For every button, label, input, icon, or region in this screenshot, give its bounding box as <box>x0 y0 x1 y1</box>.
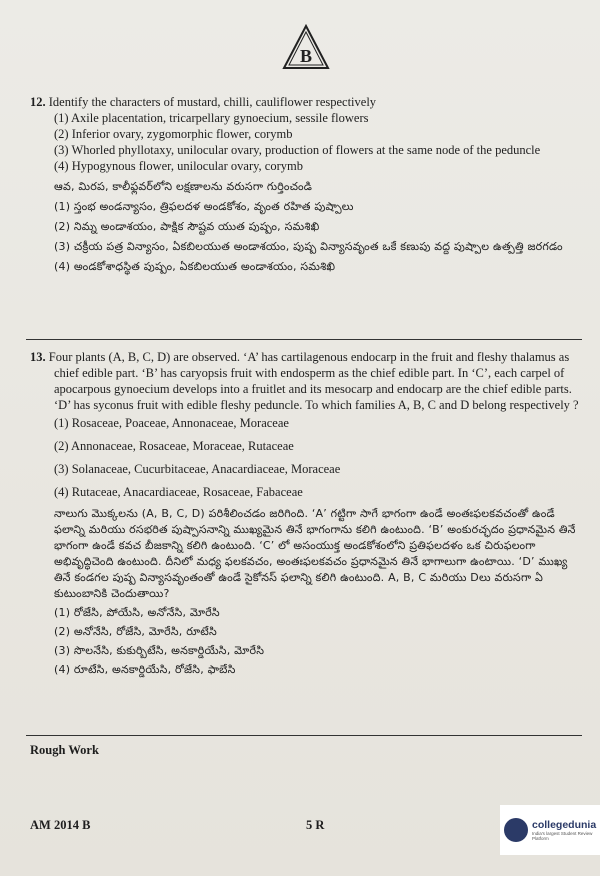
telugu-option-3: (3) చక్రీయ పత్ర విన్యాసం, ఏకబిలయుత అండాశయం, పుష్ప విన్యాసవృంత ఒకే కణుపు వద్ద పుష్పాల ఉత్పత్తి జరగడం <box>54 240 563 253</box>
option-3: (3) Whorled phyllotaxy, unilocular ovary, production of flowers at the same node of the peduncle <box>54 143 541 157</box>
question-text: Identify the characters of mustard, chilli, cauliflower respectively <box>48 95 377 109</box>
question-12 <box>30 94 585 275</box>
question-divider <box>26 339 582 340</box>
telugu-question-text: ఆవ, మిరప, కాలీఫ్లవర్‌లోని లక్షణాలను వరుసగా గుర్తించండి <box>54 180 313 193</box>
option-4: (4) Rutaceae, Anacardiaceae, Rosaceae, Fabaceae <box>54 485 303 499</box>
telugu-option-4: (4) అండకోశాధస్థిత పుష్పం, ఏకబిలయుత అండాశయం, సమశిఖి <box>54 260 336 273</box>
question-number: 13. <box>30 350 46 364</box>
paper-set-badge <box>282 24 330 70</box>
telugu-question-text: నాలుగు మొక్కలను (A, B, C, D) పరిశీలించడం జరిగింది. ‘A’ గట్టిగా సాగే భాగంగా ఉండే అంతఃఫలకవచంతో ఉండే ఫలాన్ని మరియు రసభరిత పుష్పాసనాన్ని ముఖ్యమైన తినే భాగంగాను కలిగి ఉంటుంది. ‘B’ అంకురచ్ఛదం ప్రధానమైన తినే భాగంగా ఉండే కవచ బీజకాన్ని కలిగి ఉంటుంది. ‘C’ లో అసంయుక్త అండకోశంలోని ప్రతిఫలదళం ఒక చిరుఫలంగా అభివృద్ధిచెంది ఉంటుంది. దీనిలో మధ్య ఫలకవచం, అంతఃఫలకవచం ప్రధానమైన తినే భాగాలుగా ఉంటాయి. ‘D’ ముఖ్య తినే కండగల పుష్ప విన్యాసవృంతంతో ఉండే సైకోనస్ ఫలాన్ని కలిగి ఉంటుంది. A, B, C మరియు Dలు వరుసగా ఏ కుటుంబానికి చెందుతాయి? <box>54 507 576 600</box>
rough-work-label: Rough Work <box>30 743 99 757</box>
watermark-tagline: India's largest Student Review Platform <box>532 831 593 841</box>
telugu-option-1: (1) స్తంభ అండన్యాసం, త్రిఫలదళ అండకోశం, వృంత రహిత పుష్పాలు <box>54 200 354 213</box>
option-4: (4) Hypogynous flower, unilocular ovary, corymb <box>54 159 303 173</box>
collegedunia-watermark <box>500 805 600 855</box>
telugu-option-2: (2) నిమ్న అండాశయం, పాక్షిక సౌష్టవ యుత పుష్పం, సమశిఖి <box>54 220 320 233</box>
option-1: (1) Axile placentation, tricarpellary gynoecium, sessile flowers <box>54 111 369 125</box>
telugu-option-3: (3) సొలనేసి, కుకుర్బిటేసి, అనకార్డియేసి, మోరేసి <box>54 644 265 657</box>
paper-code: AM 2014 B <box>30 818 91 832</box>
option-2: (2) Annonaceae, Rosaceae, Moraceae, Rutaceae <box>54 439 294 453</box>
page-number: 5 R <box>306 818 325 832</box>
option-1: (1) Rosaceae, Poaceae, Annonaceae, Moraceae <box>54 416 289 430</box>
question-13 <box>30 349 585 678</box>
rough-work-divider <box>26 735 582 736</box>
question-13-stem <box>30 349 585 413</box>
telugu-option-1: (1) రోజేసి, పోయేసి, అనోనేసి, మోరేసి <box>54 606 220 619</box>
telugu-option-4: (4) రూటేసి, అనకార్డియేసి, రోజేసి, ఫాబేసి <box>54 663 236 676</box>
option-2: (2) Inferior ovary, zygomorphic flower, corymb <box>54 127 293 141</box>
question-text: Four plants (A, B, C, D) are observed. ‘A’ has cartilagenous endocarp in the fruit and fleshy thalamus as chief edible part. ‘B’ has caryopsis fruit with endosperm as the chief edible part. In ‘C’, each carpel of apocarpous gynoecium develops into a fruitlet and its mesocarp and endocarp are the chief edible parts. ‘D’ has syconus fruit with edible fleshy peduncle. To which families A, B, C and D belong respectively ? <box>48 350 579 412</box>
telugu-option-2: (2) అనోనేసి, రోజేసి, మోరేసి, రూటేసి <box>54 625 217 638</box>
watermark-brand: collegedunia <box>532 819 597 831</box>
option-3: (3) Solanaceae, Cucurbitaceae, Anacardiaceae, Moraceae <box>54 462 341 476</box>
collegedunia-logo-icon <box>504 818 528 842</box>
question-number: 12. <box>30 95 46 109</box>
badge-letter: B <box>299 46 313 66</box>
question-12-stem <box>30 94 585 110</box>
